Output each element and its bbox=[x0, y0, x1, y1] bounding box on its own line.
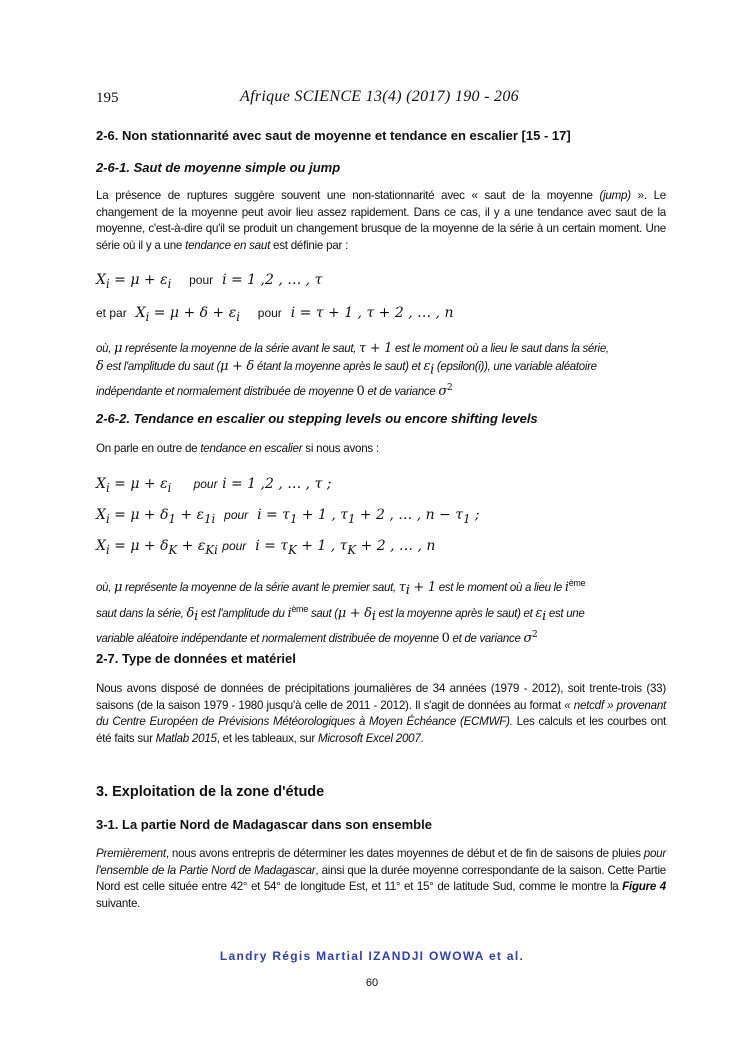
footer-page-number: 60 bbox=[365, 977, 379, 989]
section-3-1-heading: 3-1. La partie Nord de Madagascar dans son ensemble bbox=[96, 817, 432, 832]
equation-step-2: $X_i = \mu + \delta_1 + \varepsilon_{1i}$ pour $i = \tau_1 + 1$ , $\tau_1 + 2$ , … , $n - \tau_1$ ; bbox=[96, 507, 480, 526]
section-2-6-1-note: où, μ représente la moyenne de la série avant le saut, τ + 1 est le moment où a lieu le saut dans la série, δ est l'amplitude du saut (μ + δ étant la moyenne après le saut) et $\varepsilon_i$ (epsilon(i)), une variable aléatoire indépendante et normalement distribuée de moyenne 0 et de variance $\sigma^2$ bbox=[96, 341, 609, 400]
section-3-heading: 3. Exploitation de la zone d'étude bbox=[96, 784, 325, 800]
section-2-7-heading: 2-7. Type de données et matériel bbox=[96, 651, 296, 666]
section-2-6-2-paragraph: On parle en outre de tendance en escalier si nous avons : bbox=[96, 442, 379, 455]
section-3-1-paragraph: Premièrement, nous avons entrepris de déterminer les dates moyennes de début et de fin de saisons de pluies pour l'ensemble de la Partie Nord de Madagascar, ainsi que la durée moyenne correspondante de la saison. Cette Partie Nord est celle située entre 42° et 54° de longitude Est, et 11° et 15° de latitude Sud, comme le montre la Figure 4 suivante. bbox=[96, 847, 666, 910]
header-page-number: 195 bbox=[96, 90, 119, 106]
footer-authors: Landry Régis Martial IZANDJI OWOWA et al. bbox=[219, 949, 525, 963]
section-2-6-1-heading: 2-6-1. Saut de moyenne simple ou jump bbox=[96, 160, 341, 175]
equation-jump-after: et par $X_i = \mu + \delta + \varepsilon_i$ pour i = τ + 1 , τ + 2 , … , n bbox=[96, 305, 454, 324]
figure-4-reference[interactable]: Figure 4 bbox=[622, 880, 666, 894]
section-2-6-2-note: où, μ représente la moyenne de la série avant le premier saut, $\tau_i + 1$ est le moment où a lieu le $i^{ème}$ saut dans la série, $\delta_i$ est l'amplitude du $i^{ème}$ saut ($\mu + \delta_i$ est la moyenne après le saut) et $\varepsilon_i$ est une variable aléatoire indépendante et normalement distribuée de moyenne 0 et de variance $\sigma^2$ bbox=[96, 578, 586, 647]
section-2-6-heading: 2-6. Non stationnarité avec saut de moyenne et tendance en escalier [15 - 17] bbox=[96, 128, 571, 143]
section-2-6-1-paragraph: La présence de ruptures suggère souvent une non-stationnarité avec « saut de la moyenne (jump) ». Le changement de la moyenne peut avoir lieu assez rapidement. Dans ce cas, il y a une tendance avec saut de la moyenne, c'est-à-dire qu'il se produit un changement brusque de la moyenne de la série à un certain moment. Une série où il y a une tendance en saut est définie par : bbox=[96, 189, 666, 252]
equation-step-1: $X_i = \mu + \varepsilon_i$ pour i = 1 ,2 , … , τ ; bbox=[96, 476, 332, 495]
equation-jump-before: $X_i = \mu + \varepsilon_i$ pour i = 1 ,2 , … , τ bbox=[96, 272, 323, 291]
equation-step-k: $X_i = \mu + \delta_K + \varepsilon_{Ki}$ pour $i = \tau_K + 1$ , $\tau_K + 2$ , … , n bbox=[96, 538, 436, 557]
section-2-7-paragraph: Nous avons disposé de données de précipitations journalières de 34 années (1979 - 2012), soit trente-trois (33) saisons (de la saison 1979 - 1980 jusqu'à celle de 2011 - 2012). Il s'agit de données au format « netcdf » provenant du Centre Européen de Prévisions Météorologiques à Moyen Échéance (ECMWF). Les calculs et les courbes ont été faits sur Matlab 2015, et les tableaux, sur Microsoft Excel 2007. bbox=[96, 682, 666, 745]
header-journal: Afrique SCIENCE 13(4) (2017) 190 - 206 bbox=[240, 88, 519, 105]
section-2-6-2-heading: 2-6-2. Tendance en escalier ou stepping levels ou encore shifting levels bbox=[96, 411, 538, 426]
